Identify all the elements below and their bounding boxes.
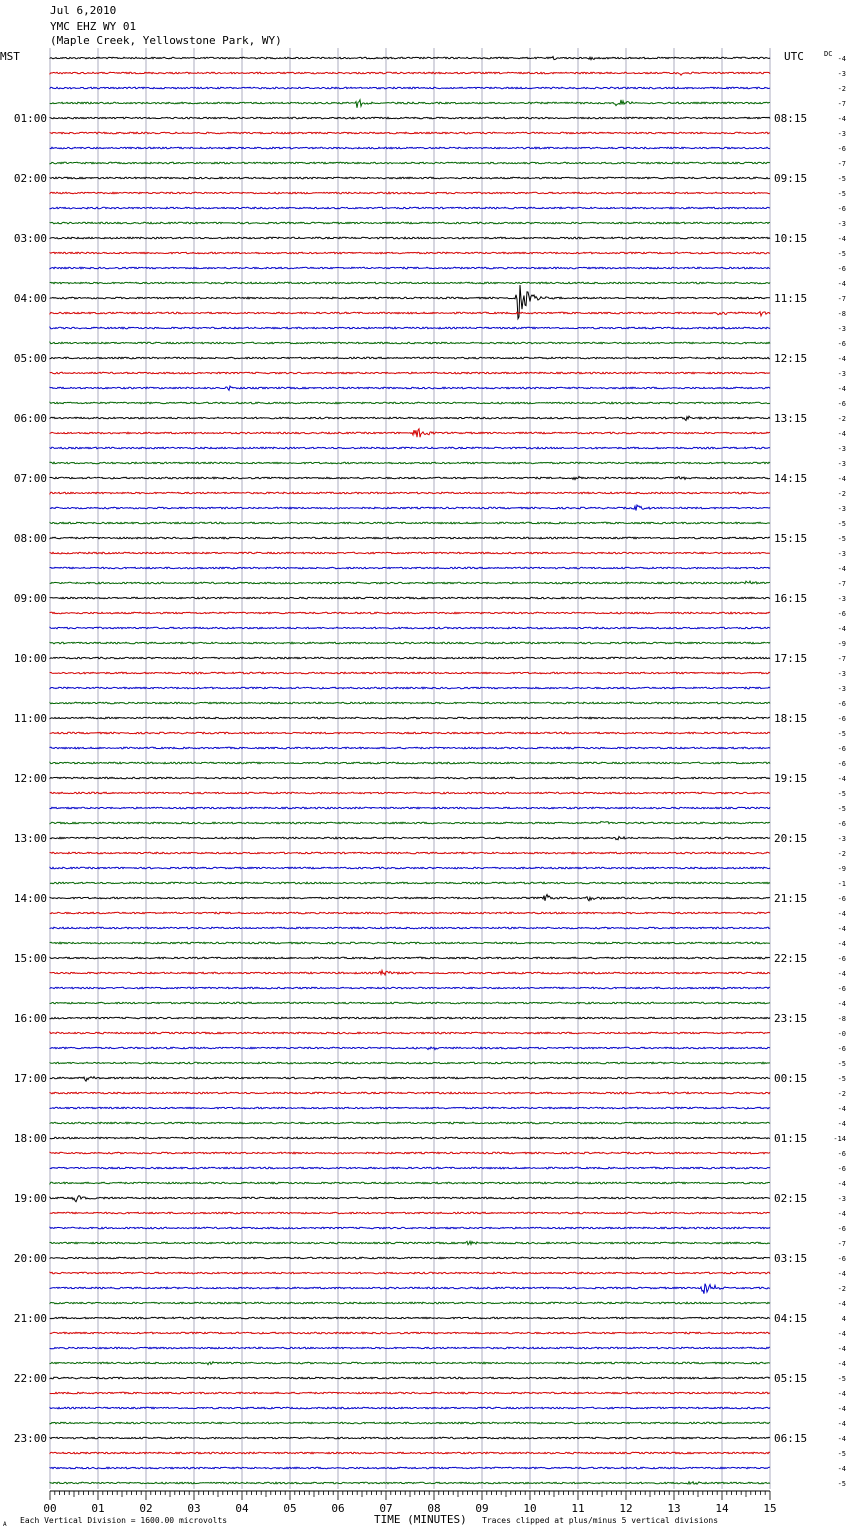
dc-offset-label: -4 — [837, 1105, 846, 1113]
trace-row-79 — [50, 1241, 770, 1244]
trace-row-52 — [50, 837, 770, 840]
dc-offset-label: -14 — [833, 1135, 846, 1143]
trace-row-22 — [50, 386, 770, 390]
trace-row-68 — [50, 1077, 770, 1082]
dc-offset-label: -4 — [837, 1360, 846, 1368]
mst-hour-label: 03:00 — [13, 232, 47, 245]
dc-offset-label: -5 — [837, 1060, 846, 1068]
dc-offset-label: -5 — [837, 535, 846, 543]
minute-grid — [50, 48, 770, 1500]
dc-offset-label: -6 — [837, 955, 846, 963]
trace-row-75 — [50, 1182, 770, 1184]
dc-offset-label: -4 — [837, 1000, 846, 1008]
utc-hour-label: 22:15 — [774, 952, 808, 965]
utc-axis-label: UTC — [784, 50, 804, 63]
trace-row-95 — [50, 1482, 770, 1485]
utc-hour-label: 20:15 — [774, 832, 808, 845]
trace-row-89 — [50, 1392, 770, 1394]
x-tick-label: 02 — [139, 1502, 153, 1515]
trace-row-31 — [50, 522, 770, 524]
trace-row-64 — [50, 1017, 770, 1019]
dc-offset-label: -4 — [837, 235, 846, 243]
utc-hour-label: 21:15 — [774, 892, 808, 905]
trace-row-6 — [50, 147, 770, 149]
dc-offset-label: -5 — [837, 1480, 846, 1488]
dc-offset-label: -6 — [837, 745, 846, 753]
utc-hour-label: 13:15 — [774, 412, 808, 425]
trace-row-65 — [50, 1032, 770, 1034]
dc-offset-label: -4 — [837, 1180, 846, 1188]
header-date: Jul 6,2010 — [50, 4, 117, 17]
dc-offset-label: -6 — [837, 145, 846, 153]
trace-row-12 — [50, 237, 770, 239]
trace-row-59 — [50, 942, 770, 944]
dc-offset-label: -2 — [837, 850, 846, 858]
trace-row-83 — [50, 1302, 770, 1304]
trace-row-5 — [50, 132, 770, 134]
trace-row-20 — [50, 357, 770, 359]
dc-offset-label: -3 — [837, 220, 846, 228]
x-tick-label: 04 — [235, 1502, 249, 1515]
trace-row-48 — [50, 777, 770, 779]
dc-offset-label: -1 — [837, 880, 846, 888]
trace-row-18 — [50, 327, 770, 329]
trace-row-82 — [50, 1284, 770, 1294]
mst-hour-label: 13:00 — [13, 832, 47, 845]
trace-row-58 — [50, 927, 770, 929]
trace-row-45 — [50, 732, 770, 734]
dc-offset-label: -4 — [837, 1330, 846, 1338]
dc-offset-label: -4 — [837, 430, 846, 438]
dc-offset-label: -4 — [837, 55, 846, 63]
dc-offset-label: 4 — [841, 1315, 846, 1323]
x-tick-label: 10 — [523, 1502, 537, 1515]
dc-offset-label: -6 — [837, 610, 846, 618]
trace-row-93 — [50, 1452, 770, 1454]
mst-hour-label: 14:00 — [13, 892, 47, 905]
trace-row-44 — [50, 717, 770, 719]
dc-offset-label: -3 — [837, 1195, 846, 1203]
mst-hour-label: 11:00 — [13, 712, 47, 725]
trace-row-21 — [50, 372, 770, 374]
trace-row-47 — [50, 762, 770, 764]
x-tick-label: 12 — [619, 1502, 633, 1515]
trace-row-19 — [50, 342, 770, 344]
trace-row-41 — [50, 672, 770, 674]
trace-row-72 — [50, 1137, 770, 1139]
mst-hour-label: 04:00 — [13, 292, 47, 305]
trace-row-53 — [50, 852, 770, 854]
dc-offset-label: -6 — [837, 715, 846, 723]
mst-hour-label: 12:00 — [13, 772, 47, 785]
trace-row-86 — [50, 1347, 770, 1349]
trace-row-37 — [50, 612, 770, 614]
trace-row-51 — [50, 821, 770, 823]
trace-row-85 — [50, 1332, 770, 1334]
dc-offset-label: -4 — [837, 565, 846, 573]
dc-offset-label: -4 — [837, 625, 846, 633]
dc-offset-label: -4 — [837, 115, 846, 123]
dc-offset-label: -2 — [837, 490, 846, 498]
utc-hour-label: 02:15 — [774, 1192, 808, 1205]
trace-row-13 — [50, 252, 770, 254]
dc-offset-label: -4 — [837, 1270, 846, 1278]
trace-row-34 — [50, 567, 770, 569]
x-tick-label: 14 — [715, 1502, 729, 1515]
trace-row-78 — [50, 1227, 770, 1229]
dc-offset-label: -7 — [837, 160, 846, 168]
trace-row-4 — [50, 117, 770, 119]
dc-offset-label: -3 — [837, 835, 846, 843]
trace-row-88 — [50, 1377, 770, 1379]
dc-offset-label: -6 — [837, 400, 846, 408]
mst-axis-label: MST — [0, 50, 20, 63]
dc-offset-label: -3 — [837, 460, 846, 468]
mst-hour-label: 21:00 — [13, 1312, 47, 1325]
mst-hour-label: 17:00 — [13, 1072, 47, 1085]
mst-hour-label: 01:00 — [13, 112, 47, 125]
trace-row-50 — [50, 807, 770, 809]
trace-row-40 — [50, 657, 770, 659]
trace-row-56 — [50, 895, 770, 901]
utc-hour-label: 01:15 — [774, 1132, 808, 1145]
scale-note: Each Vertical Division = 1600.00 microvolts — [20, 1516, 228, 1525]
corner-mark: A — [3, 1521, 7, 1528]
dc-offset-label: -5 — [837, 190, 846, 198]
utc-hour-label: 09:15 — [774, 172, 808, 185]
dc-offset-label: -5 — [837, 805, 846, 813]
trace-row-38 — [50, 627, 770, 629]
x-tick-label: 06 — [331, 1502, 345, 1515]
trace-row-94 — [50, 1467, 770, 1469]
dc-offset-label: -7 — [837, 100, 846, 108]
trace-row-91 — [50, 1422, 770, 1424]
trace-row-14 — [50, 267, 770, 269]
trace-row-28 — [50, 477, 770, 480]
trace-row-2 — [50, 87, 770, 89]
dc-offset-label: -6 — [837, 205, 846, 213]
utc-hour-label: 12:15 — [774, 352, 808, 365]
trace-row-32 — [50, 537, 770, 539]
trace-row-30 — [50, 505, 770, 510]
x-tick-label: 15 — [763, 1502, 777, 1515]
trace-row-84 — [50, 1317, 770, 1319]
trace-row-92 — [50, 1437, 770, 1439]
dc-offset-label: -8 — [837, 310, 846, 318]
trace-row-0 — [50, 57, 770, 60]
trace-row-70 — [50, 1107, 770, 1109]
x-axis-title: TIME (MINUTES) — [374, 1513, 467, 1526]
seismic-traces — [50, 57, 770, 1485]
dc-offset-label: -6 — [837, 760, 846, 768]
dc-offset-label: -5 — [837, 1075, 846, 1083]
trace-row-9 — [50, 192, 770, 194]
trace-row-11 — [50, 222, 770, 224]
trace-row-49 — [50, 792, 770, 794]
axis-labels — [0, 50, 846, 1528]
dc-offset-label: -6 — [837, 1225, 846, 1233]
dc-offset-label: -5 — [837, 175, 846, 183]
dc-offset-label: -3 — [837, 70, 846, 78]
trace-row-74 — [50, 1167, 770, 1169]
dc-offset-label: -4 — [837, 970, 846, 978]
dc-offset-label: -7 — [837, 580, 846, 588]
dc-offset-label: -2 — [837, 415, 846, 423]
dc-offset-label: -5 — [837, 730, 846, 738]
dc-label: DC — [824, 50, 833, 58]
dc-offset-label: -2 — [837, 1090, 846, 1098]
utc-hour-label: 15:15 — [774, 532, 808, 545]
utc-hour-label: 03:15 — [774, 1252, 808, 1265]
utc-hour-label: 18:15 — [774, 712, 808, 725]
mst-hour-label: 09:00 — [13, 592, 47, 605]
clip-note: Traces clipped at plus/minus 5 vertical divisions — [482, 1516, 719, 1525]
utc-hour-label: 17:15 — [774, 652, 808, 665]
trace-row-36 — [50, 597, 770, 599]
mst-hour-label: 22:00 — [13, 1372, 47, 1385]
dc-offset-label: -3 — [837, 130, 846, 138]
trace-row-77 — [50, 1212, 770, 1214]
dc-offset-label: -6 — [837, 985, 846, 993]
mst-hour-label: 07:00 — [13, 472, 47, 485]
dc-offset-label: -3 — [837, 685, 846, 693]
mst-hour-label: 19:00 — [13, 1192, 47, 1205]
trace-row-1 — [50, 72, 770, 75]
trace-row-60 — [50, 957, 770, 959]
trace-row-25 — [50, 429, 770, 437]
trace-row-7 — [50, 162, 770, 164]
dc-offset-label: -9 — [837, 640, 846, 648]
dc-offset-label: -3 — [837, 595, 846, 603]
dc-offset-label: -7 — [837, 655, 846, 663]
x-tick-label: 00 — [43, 1502, 57, 1515]
trace-row-81 — [50, 1272, 770, 1274]
dc-offset-label: -3 — [837, 505, 846, 513]
dc-offset-label: -4 — [837, 910, 846, 918]
dc-offset-label: -4 — [837, 1210, 846, 1218]
x-tick-label: 05 — [283, 1502, 297, 1515]
dc-offset-label: -5 — [837, 520, 846, 528]
trace-row-27 — [50, 462, 770, 464]
dc-offset-label: -4 — [837, 1300, 846, 1308]
dc-offset-label: -7 — [837, 295, 846, 303]
dc-offset-label: -0 — [837, 1030, 846, 1038]
mst-hour-label: 16:00 — [13, 1012, 47, 1025]
trace-row-69 — [50, 1092, 770, 1094]
trace-row-90 — [50, 1407, 770, 1409]
dc-offset-label: -4 — [837, 925, 846, 933]
trace-row-23 — [50, 402, 770, 404]
dc-offset-label: -6 — [837, 340, 846, 348]
dc-offset-label: -6 — [837, 895, 846, 903]
dc-offset-label: -3 — [837, 445, 846, 453]
mst-hour-label: 05:00 — [13, 352, 47, 365]
utc-hour-label: 05:15 — [774, 1372, 808, 1385]
trace-row-15 — [50, 282, 770, 284]
header-location: (Maple Creek, Yellowstone Park, WY) — [50, 34, 282, 47]
trace-row-80 — [50, 1257, 770, 1259]
dc-offset-label: -6 — [837, 820, 846, 828]
dc-offset-label: -2 — [837, 85, 846, 93]
dc-offset-label: -8 — [837, 1015, 846, 1023]
dc-offset-label: -6 — [837, 1255, 846, 1263]
dc-offset-label: -4 — [837, 1465, 846, 1473]
utc-hour-label: 08:15 — [774, 112, 808, 125]
trace-row-39 — [50, 642, 770, 644]
dc-offset-label: -4 — [837, 940, 846, 948]
dc-offset-label: -6 — [837, 265, 846, 273]
x-tick-label: 08 — [427, 1502, 441, 1515]
dc-offset-label: -5 — [837, 1450, 846, 1458]
trace-row-55 — [50, 882, 770, 884]
x-tick-label: 13 — [667, 1502, 681, 1515]
dc-offset-label: -4 — [837, 775, 846, 783]
trace-row-3 — [50, 100, 770, 108]
trace-row-62 — [50, 987, 770, 989]
x-tick-label: 11 — [571, 1502, 585, 1515]
trace-row-26 — [50, 447, 770, 449]
mst-hour-label: 10:00 — [13, 652, 47, 665]
x-tick-label: 07 — [379, 1502, 393, 1515]
dc-offset-label: -4 — [837, 1120, 846, 1128]
mst-hour-label: 15:00 — [13, 952, 47, 965]
mst-hour-label: 23:00 — [13, 1432, 47, 1445]
utc-hour-label: 00:15 — [774, 1072, 808, 1085]
dc-offset-label: -4 — [837, 1420, 846, 1428]
dc-offset-label: -4 — [837, 1390, 846, 1398]
trace-row-46 — [50, 747, 770, 749]
dc-offset-label: -4 — [837, 475, 846, 483]
dc-offset-label: -5 — [837, 790, 846, 798]
dc-offset-label: -6 — [837, 700, 846, 708]
dc-offset-label: -4 — [837, 280, 846, 288]
mst-hour-label: 06:00 — [13, 412, 47, 425]
mst-hour-label: 02:00 — [13, 172, 47, 185]
dc-offset-label: -3 — [837, 370, 846, 378]
trace-row-71 — [50, 1122, 770, 1124]
trace-row-63 — [50, 1002, 770, 1004]
trace-row-66 — [50, 1047, 770, 1050]
trace-row-17 — [50, 312, 770, 316]
mst-hour-label: 08:00 — [13, 532, 47, 545]
trace-row-73 — [50, 1152, 770, 1154]
dc-offset-label: -3 — [837, 670, 846, 678]
dc-offset-label: -4 — [837, 355, 846, 363]
dc-offset-label: -2 — [837, 1285, 846, 1293]
utc-hour-label: 04:15 — [774, 1312, 808, 1325]
mst-hour-label: 18:00 — [13, 1132, 47, 1145]
utc-hour-label: 23:15 — [774, 1012, 808, 1025]
dc-offset-label: -9 — [837, 865, 846, 873]
trace-row-43 — [50, 702, 770, 704]
trace-row-57 — [50, 912, 770, 914]
dc-offset-label: -4 — [837, 1435, 846, 1443]
dc-offset-label: -3 — [837, 325, 846, 333]
trace-row-67 — [50, 1062, 770, 1064]
utc-hour-label: 06:15 — [774, 1432, 808, 1445]
trace-row-10 — [50, 207, 770, 209]
dc-offset-label: -5 — [837, 250, 846, 258]
trace-row-61 — [50, 970, 770, 975]
trace-row-29 — [50, 492, 770, 494]
utc-hour-label: 11:15 — [774, 292, 808, 305]
dc-offset-label: -3 — [837, 550, 846, 558]
trace-row-87 — [50, 1362, 770, 1365]
x-tick-label: 03 — [187, 1502, 201, 1515]
x-tick-label: 09 — [475, 1502, 489, 1515]
utc-hour-label: 10:15 — [774, 232, 808, 245]
trace-row-76 — [50, 1196, 770, 1202]
trace-row-35 — [50, 581, 770, 584]
mst-hour-label: 20:00 — [13, 1252, 47, 1265]
dc-offset-label: -5 — [837, 1375, 846, 1383]
dc-offset-label: -7 — [837, 1240, 846, 1248]
trace-row-24 — [50, 416, 770, 420]
trace-row-33 — [50, 552, 770, 554]
dc-offset-label: -6 — [837, 1150, 846, 1158]
dc-offset-label: -4 — [837, 1345, 846, 1353]
utc-hour-label: 19:15 — [774, 772, 808, 785]
dc-offset-label: -4 — [837, 385, 846, 393]
header-station: YMC EHZ WY 01 — [50, 20, 137, 33]
utc-hour-label: 14:15 — [774, 472, 808, 485]
trace-row-8 — [50, 177, 770, 179]
x-tick-label: 01 — [91, 1502, 105, 1515]
trace-row-42 — [50, 687, 770, 689]
dc-offset-label: -6 — [837, 1165, 846, 1173]
dc-offset-label: -6 — [837, 1045, 846, 1053]
dc-offset-label: -4 — [837, 1405, 846, 1413]
trace-row-54 — [50, 867, 770, 869]
utc-hour-label: 16:15 — [774, 592, 808, 605]
